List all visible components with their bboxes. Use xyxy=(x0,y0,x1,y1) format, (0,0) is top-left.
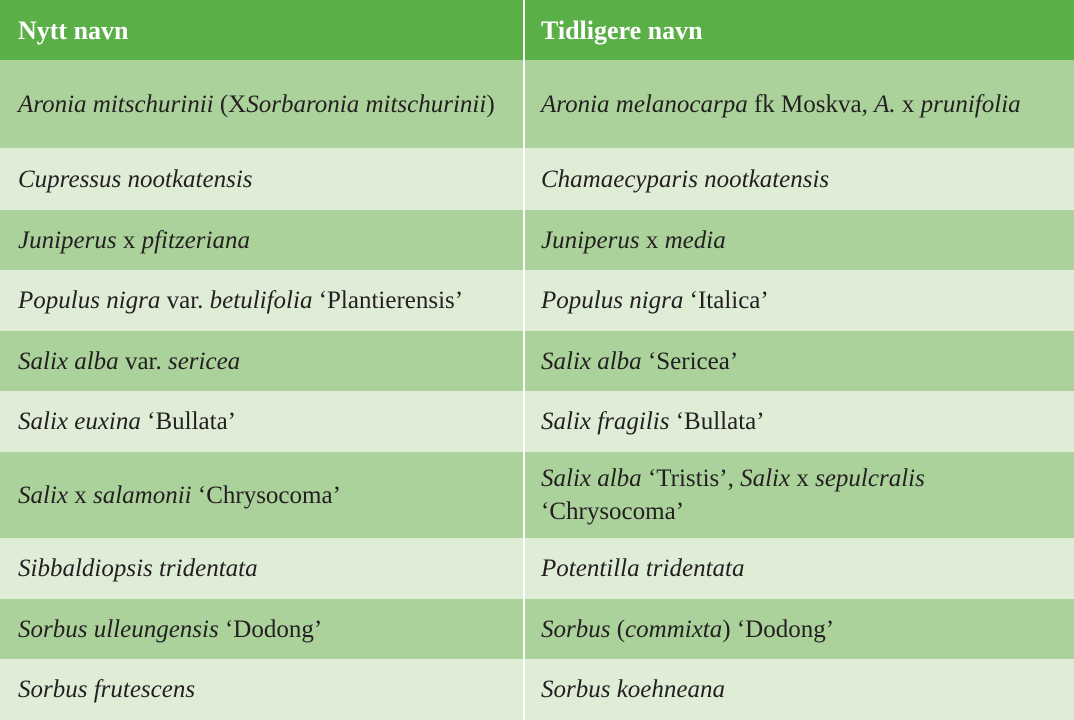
old-name-cell: Chamaecyparis nootkatensis xyxy=(524,148,1074,210)
new-name-cell: Sorbus ulleungensis ‘Dodong’ xyxy=(0,599,524,659)
old-name-cell: Aronia melanocarpa fk Moskva, A. x prunifolia xyxy=(524,60,1074,148)
new-name-cell: Sibbaldiopsis tridentata xyxy=(0,538,524,599)
old-name-cell: Sorbus (commixta) ‘Dodong’ xyxy=(524,599,1074,659)
table-row xyxy=(0,659,1074,720)
header-new-name: Nytt navn xyxy=(0,0,524,60)
new-name-cell: Sorbus frutescens xyxy=(0,659,524,720)
table-row xyxy=(0,538,1074,599)
old-name-cell: Populus nigra ‘Italica’ xyxy=(524,270,1074,331)
new-name-cell: Juniperus x pfitzeriana xyxy=(0,210,524,270)
new-name-cell: Salix alba var. sericea xyxy=(0,331,524,391)
old-name-cell: Salix fragilis ‘Bullata’ xyxy=(524,391,1074,452)
new-name-cell: Cupressus nootkatensis xyxy=(0,148,524,210)
table-row xyxy=(0,599,1074,659)
old-name-cell: Salix alba ‘Sericea’ xyxy=(524,331,1074,391)
header-old-name: Tidligere navn xyxy=(524,0,1074,60)
table-row xyxy=(0,331,1074,391)
table-row xyxy=(0,391,1074,452)
table-row xyxy=(0,452,1074,538)
old-name-cell: Juniperus x media xyxy=(524,210,1074,270)
table-row xyxy=(0,270,1074,331)
new-name-cell: Salix x salamonii ‘Chrysocoma’ xyxy=(0,452,524,538)
new-name-cell: Aronia mitschurinii (XSorbaronia mitschurinii) xyxy=(0,60,524,148)
table-row xyxy=(0,60,1074,148)
header-row xyxy=(0,0,1074,60)
old-name-cell: Salix alba ‘Tristis’, Salix x sepulcralis ‘Chrysocoma’ xyxy=(524,452,1074,538)
new-name-cell: Populus nigra var. betulifolia ‘Plantierensis’ xyxy=(0,270,524,331)
new-name-cell: Salix euxina ‘Bullata’ xyxy=(0,391,524,452)
old-name-cell: Potentilla tridentata xyxy=(524,538,1074,599)
table-row xyxy=(0,210,1074,270)
table-row xyxy=(0,148,1074,210)
old-name-cell: Sorbus koehneana xyxy=(524,659,1074,720)
